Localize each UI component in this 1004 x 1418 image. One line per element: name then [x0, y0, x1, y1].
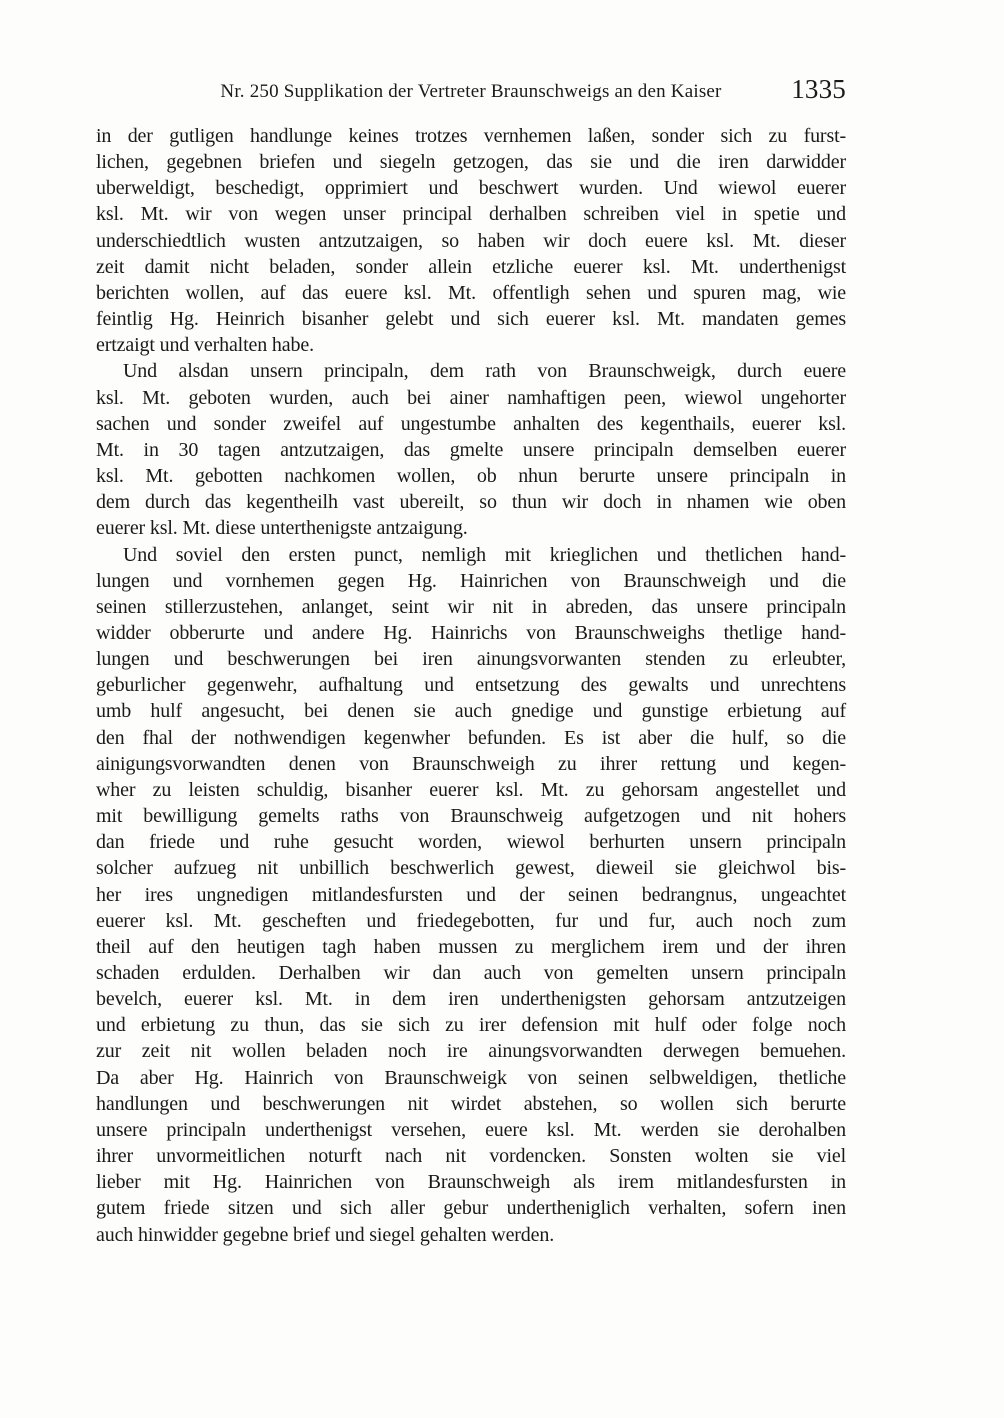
text-line: lungen und vornhemen gegen Hg. Hainrichen von Braunschweigh und die — [96, 569, 846, 592]
text-line: unsere principaln underthenigst versehen, euere ksl. Mt. werden sie derohalben — [96, 1118, 846, 1141]
text-line: auch hinwidder gegebne brief und siegel gehalten werden. — [96, 1223, 555, 1246]
text-line: in der gutligen handlunge keines trotzes vernhemen laßen, sonder sich zu furst- — [96, 125, 846, 147]
text-line: bevelch, euerer ksl. Mt. in dem iren underthenigsten gehorsam antzutzeigen — [96, 988, 846, 1011]
text-line: lieber mit Hg. Hainrichen von Braunschweigh als irem mitlandesfursten in — [96, 1171, 846, 1194]
text-line: dan friede und ruhe gesucht worden, wiewol berhurten unsern principaln — [96, 831, 846, 854]
text-line: ksl. Mt. wir von wegen unser principal derhalben schreiben viel in spetie und — [96, 203, 846, 226]
text-line: solcher aufzueg nit unbillich beschwerlich gewest, dieweil sie gleichwol bis- — [96, 857, 846, 880]
text-line: schaden erdulden. Derhalben wir dan auch von gemelten unsern principaln — [96, 962, 846, 984]
text-line: den fhal der nothwendigen kegenwher befunden. Es ist aber die hulf, so die — [96, 726, 846, 749]
text-line: wher zu leisten schuldig, bisanher euerer ksl. Mt. zu gehorsam angestellet und — [96, 778, 846, 801]
text-line: mit bewilligung gemelts raths von Braunschweig aufgetzogen und nit hohers — [96, 805, 846, 828]
text-line: sachen und sonder zweifel auf ungestumbe anhalten des kegenthails, euerer ksl. — [96, 412, 846, 435]
text-line: widder obberurte und andere Hg. Hainrichs von Braunschweighs thetlige hand- — [96, 621, 846, 644]
text-line: handlungen und beschwerungen nit wirdet abstehen, so wollen sich berurte — [96, 1092, 846, 1115]
running-head-title: Nr. 250 Supplikation der Vertreter Braunschweigs an den Kaiser — [220, 81, 722, 102]
page-number: 1335 — [791, 74, 846, 104]
text-line: seinen stillerzustehen, anlanget, seint wir nit in abreden, das unsere principaln — [96, 595, 846, 618]
text-line: her ires ungnedigen mitlandesfursten und der seinen bedrangnus, ungeachtet — [96, 883, 846, 906]
text-line: gutem friede sitzen und sich aller gebur undertheniglich verhalten, sofern inen — [96, 1197, 846, 1220]
text-line: dem durch das kegentheilh vast ubereilt, so thun wir doch in nhamen wie oben — [96, 491, 846, 514]
text-line: Mt. in 30 tagen antzutzaigen, das gmelte unsere principaln demselben euerer — [96, 438, 846, 461]
text-line: ksl. Mt. gebotten nachkomen wollen, ob nhun berurte unsere principaln in — [96, 465, 846, 488]
text-line: Und soviel den ersten punct, nemligh mit krieglichen und thetlichen hand- — [123, 543, 846, 566]
text-line: ainigungsvorwandten denen von Braunschweigh zu ihrer rettung und kegen- — [96, 752, 846, 775]
body-text — [96, 123, 846, 1248]
text-line: zeit damit nicht beladen, sonder allein etzliche euerer ksl. Mt. underthenigst — [96, 255, 846, 278]
text-line: euerer ksl. Mt. diese unterthenigste antzaigung. — [96, 517, 468, 540]
text-line: Und alsdan unsern principaln, dem rath von Braunschweigk, durch euere — [123, 360, 846, 383]
text-line: theil auf den heutigen tagh haben mussen zu merglichem irem und der ihren — [96, 935, 846, 958]
text-line: ertzaigt und verhalten habe. — [96, 334, 314, 357]
text-line: lichen, gegebnen briefen und siegeln getzogen, das sie und die iren darwidder — [96, 151, 846, 174]
text-line: berichten wollen, auf das euere ksl. Mt. offentligh sehen und spuren mag, wie — [96, 281, 846, 304]
text-line: zur zeit nit wollen beladen noch ire ainungsvorwandten derwegen bemuehen. — [96, 1040, 846, 1063]
text-block — [96, 74, 846, 1248]
text-line: umb hulf angesucht, bei denen sie auch gnedige und gunstige erbietung auf — [96, 700, 846, 723]
text-line: ihrer unvormeitlichen noturft nach nit vordencken. Sonsten wolten sie viel — [96, 1145, 846, 1168]
text-line: uberweldigt, beschedigt, opprimiert und beschwert wurden. Und wiewol euerer — [96, 177, 846, 200]
text-line: ksl. Mt. geboten wurden, auch bei ainer namhaftigen peen, wiewol ungehorter — [96, 386, 846, 409]
running-head — [96, 74, 846, 123]
text-line: feintlig Hg. Heinrich bisanher gelebt und sich euerer ksl. Mt. mandaten gemes — [96, 308, 846, 331]
text-line: geburlicher gegenwehr, aufhaltung und entsetzung des gewalts und unrechtens — [96, 674, 846, 697]
text-line: Da aber Hg. Hainrich von Braunschweigk von seinen selbweldigen, thetliche — [96, 1066, 846, 1089]
text-line: und erbietung zu thun, das sie sich zu irer defension mit hulf oder folge noch — [96, 1014, 846, 1037]
text-line: euerer ksl. Mt. gescheften und friedegebotten, fur und fur, auch noch zum — [96, 909, 846, 932]
text-line: underschiedtlich wusten antzutzaigen, so haben wir doch euere ksl. Mt. dieser — [96, 229, 846, 252]
text-line: lungen und beschwerungen bei iren ainungsvorwanten stenden zu erleubter, — [96, 648, 846, 671]
